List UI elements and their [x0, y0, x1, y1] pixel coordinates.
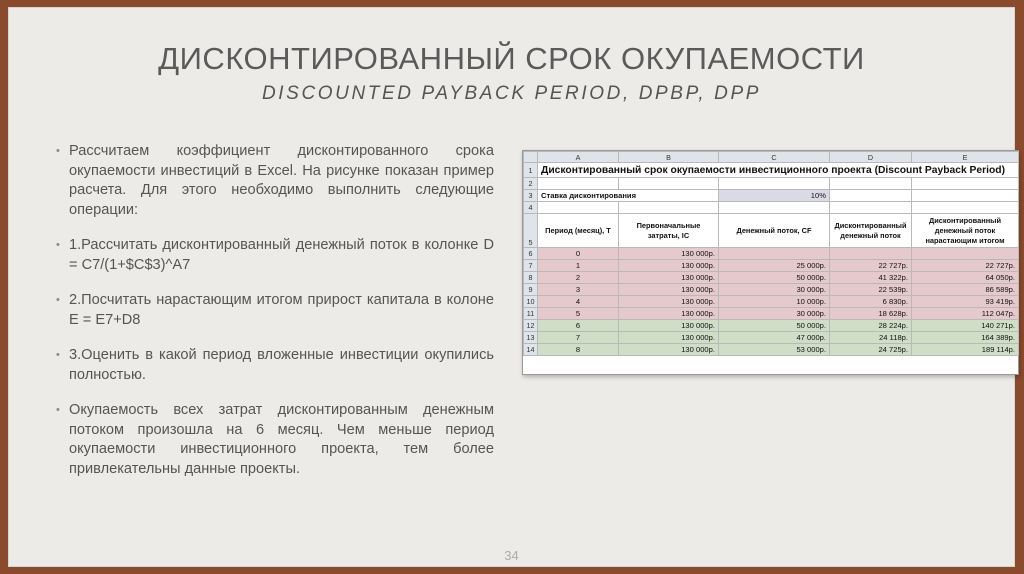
- bullet-dot-icon: •: [56, 239, 60, 251]
- table-row: [524, 248, 1019, 260]
- sheet-title-row: [524, 163, 1019, 178]
- cell-period: 3: [538, 284, 619, 296]
- cell: [830, 202, 912, 214]
- cell-initial: 130 000р.: [619, 344, 719, 356]
- table-row: [524, 344, 1019, 356]
- row-number: 9: [524, 284, 538, 296]
- slide: [8, 7, 1015, 567]
- rate-label-cell: Ставка дисконтирования: [538, 190, 719, 202]
- cell-discounted: 18 628р.: [830, 308, 912, 320]
- cell-cashflow: 30 000р.: [719, 308, 830, 320]
- cell-period: 7: [538, 332, 619, 344]
- cell-initial: 130 000р.: [619, 272, 719, 284]
- spreadsheet-table: [523, 151, 1019, 356]
- bullet-dot-icon: •: [56, 349, 60, 361]
- cell-initial: 130 000р.: [619, 320, 719, 332]
- bullet-text: Рассчитаем коэффициент дисконтированного срока окупаемости инвестиций в Excel. На рисунке показан пример расчета. Для этого необходимо выполнить следующие операции:: [69, 143, 494, 218]
- table-row: [524, 284, 1019, 296]
- row-number: 12: [524, 320, 538, 332]
- spreadsheet-image: [522, 150, 1019, 375]
- bullet-item: [56, 346, 494, 385]
- row-number: 6: [524, 248, 538, 260]
- cell-discounted: 22 727р.: [830, 260, 912, 272]
- table-row: [524, 320, 1019, 332]
- column-header-e: E: [912, 152, 1019, 163]
- cell: [912, 178, 1019, 190]
- cell-discounted: 6 830р.: [830, 296, 912, 308]
- cell-cashflow: 50 000р.: [719, 320, 830, 332]
- table-row: [524, 332, 1019, 344]
- cell-initial: 130 000р.: [619, 308, 719, 320]
- cell-cumulative: 112 047р.: [912, 308, 1019, 320]
- cell-period: 4: [538, 296, 619, 308]
- row-number: 11: [524, 308, 538, 320]
- cell-discounted: 24 118р.: [830, 332, 912, 344]
- cell: [719, 178, 830, 190]
- corner-cell: [524, 152, 538, 163]
- row-number: 13: [524, 332, 538, 344]
- empty-row: [524, 202, 1019, 214]
- cell-discounted: 41 322р.: [830, 272, 912, 284]
- cell-cumulative: 164 389р.: [912, 332, 1019, 344]
- cell-period: 6: [538, 320, 619, 332]
- rate-row: [524, 190, 1019, 202]
- bullet-text: 1.Рассчитать дисконтированный денежный поток в колонке D = C7/(1+$C$3)^A7: [69, 237, 494, 273]
- cell: [912, 190, 1019, 202]
- header-cash-flow: Денежный поток, CF: [719, 214, 830, 248]
- bullet-item: [56, 291, 494, 330]
- cell-cumulative: 93 419р.: [912, 296, 1019, 308]
- cell-period: 8: [538, 344, 619, 356]
- cell-cumulative: 86 589р.: [912, 284, 1019, 296]
- bullet-dot-icon: •: [56, 145, 60, 157]
- cell-cashflow: 47 000р.: [719, 332, 830, 344]
- table-row: [524, 296, 1019, 308]
- header-period: Период (месяц), T: [538, 214, 619, 248]
- cell-discounted: [830, 248, 912, 260]
- row-number: 5: [524, 214, 538, 248]
- cell-period: 0: [538, 248, 619, 260]
- table-row: [524, 260, 1019, 272]
- cell-period: 5: [538, 308, 619, 320]
- cell-cashflow: 30 000р.: [719, 284, 830, 296]
- slide-title: ДИСКОНТИРОВАННЫЙ СРОК ОКУПАЕМОСТИ: [158, 41, 865, 76]
- bullet-item: [56, 236, 494, 275]
- bullet-dot-icon: •: [56, 404, 60, 416]
- row-number: 8: [524, 272, 538, 284]
- column-header-d: D: [830, 152, 912, 163]
- bullet-text: 3.Оценить в какой период вложенные инвестиции окупились полностью.: [69, 347, 494, 383]
- cell-initial: 130 000р.: [619, 248, 719, 260]
- bullet-dot-icon: •: [56, 294, 60, 306]
- cell: [719, 202, 830, 214]
- bullet-text: 2.Посчитать нарастающим итогом прирост капитала в колоне E = E7+D8: [69, 292, 494, 328]
- bullet-item: [56, 401, 494, 479]
- row-number: 10: [524, 296, 538, 308]
- cell: [830, 178, 912, 190]
- page-number: 34: [504, 548, 519, 563]
- cell-initial: 130 000р.: [619, 296, 719, 308]
- cell-cumulative: 189 114р.: [912, 344, 1019, 356]
- cell: [538, 178, 619, 190]
- column-header-a: A: [538, 152, 619, 163]
- sheet-title-cell: Дисконтированный срок окупаемости инвестиционного проекта (Discount Payback Period): [538, 163, 1019, 178]
- cell-discounted: 22 539р.: [830, 284, 912, 296]
- cell-initial: 130 000р.: [619, 332, 719, 344]
- empty-row: [524, 178, 1019, 190]
- cell-cumulative: 22 727р.: [912, 260, 1019, 272]
- cell-discounted: 24 725р.: [830, 344, 912, 356]
- cell-cumulative: 64 050р.: [912, 272, 1019, 284]
- rate-value-cell: 10%: [719, 190, 830, 202]
- cell-initial: 130 000р.: [619, 284, 719, 296]
- row-number: 1: [524, 163, 538, 178]
- column-header-c: C: [719, 152, 830, 163]
- table-row: [524, 308, 1019, 320]
- row-number: 2: [524, 178, 538, 190]
- header-discounted-flow: Дисконтированный денежный поток: [830, 214, 912, 248]
- cell-cumulative: 140 271р.: [912, 320, 1019, 332]
- bullet-list: [56, 142, 494, 495]
- cell-cashflow: [719, 248, 830, 260]
- cell: [619, 202, 719, 214]
- column-header-row: [524, 152, 1019, 163]
- row-number: 14: [524, 344, 538, 356]
- cell: [619, 178, 719, 190]
- header-cumulative-flow: Дисконтированный денежный поток нарастающим итогом: [912, 214, 1019, 248]
- cell-cashflow: 25 000р.: [719, 260, 830, 272]
- cell-cashflow: 50 000р.: [719, 272, 830, 284]
- cell-cumulative: [912, 248, 1019, 260]
- cell: [912, 202, 1019, 214]
- cell: [830, 190, 912, 202]
- bullet-item: [56, 142, 494, 220]
- cell-discounted: 28 224р.: [830, 320, 912, 332]
- table-header-row: [524, 214, 1019, 248]
- cell-cashflow: 10 000р.: [719, 296, 830, 308]
- column-header-b: B: [619, 152, 719, 163]
- row-number: 7: [524, 260, 538, 272]
- cell-period: 1: [538, 260, 619, 272]
- cell-initial: 130 000р.: [619, 260, 719, 272]
- slide-subtitle: DISCOUNTED PAYBACK PERIOD, DPBP, DPP: [261, 83, 762, 104]
- cell: [538, 202, 619, 214]
- header-initial-costs: Первоначальные затраты, IC: [619, 214, 719, 248]
- cell-cashflow: 53 000р.: [719, 344, 830, 356]
- table-row: [524, 272, 1019, 284]
- cell-period: 2: [538, 272, 619, 284]
- row-number: 4: [524, 202, 538, 214]
- row-number: 3: [524, 190, 538, 202]
- bullet-text: Окупаемость всех затрат дисконтированным денежным потоком произошла на 6 месяц. Чем меньше период окупаемости инвестиционного проекта, тем более привлекательны данные проекты.: [69, 402, 494, 477]
